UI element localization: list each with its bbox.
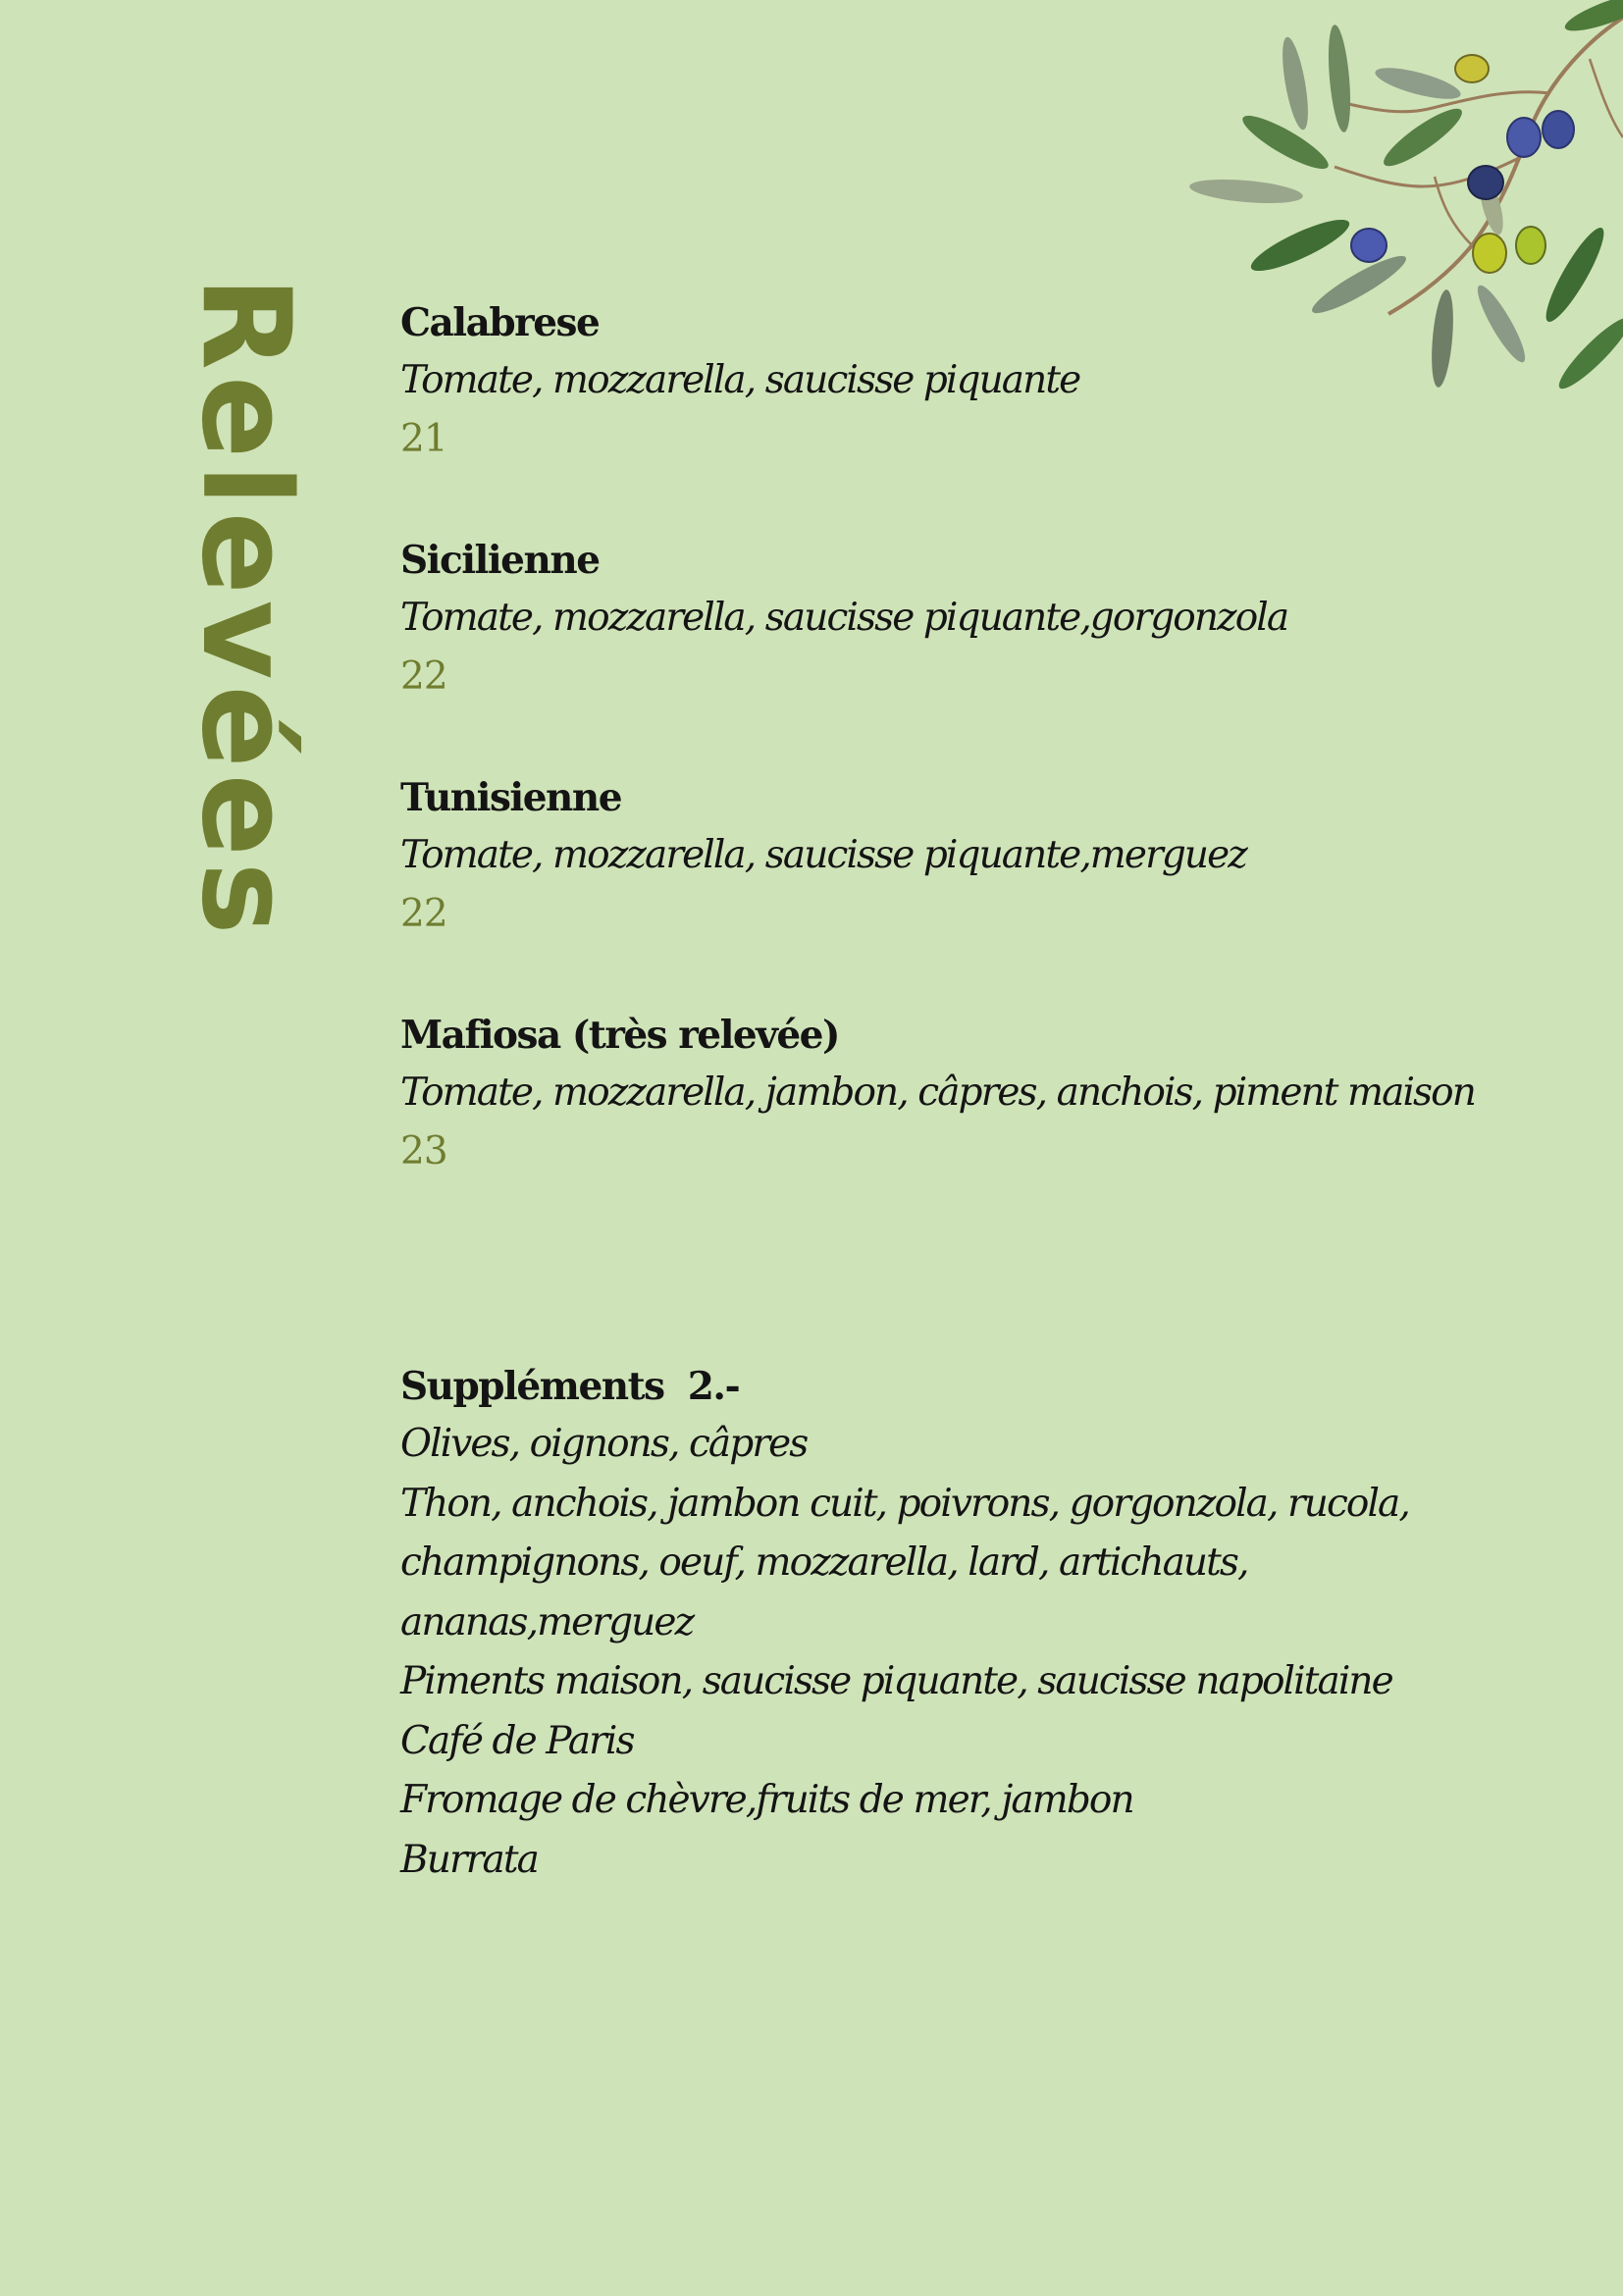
supplement-line: Olives, oignons, câpres bbox=[400, 1422, 808, 1466]
supplements-section bbox=[400, 1356, 1460, 1890]
supplements-title: Suppléments 2.- bbox=[400, 1364, 740, 1409]
menu-list bbox=[400, 292, 1475, 1242]
item-name: Mafiosa (très relevée) bbox=[400, 1013, 839, 1058]
supplement-line: Thon, anchois, jambon cuit, poivrons, gorgonzola, rucola, bbox=[400, 1481, 1409, 1526]
item-description: Tomate, mozzarella, saucisse piquante bbox=[400, 358, 1080, 402]
section-title: Relevées bbox=[175, 276, 316, 941]
section-title-area bbox=[175, 276, 316, 941]
item-price: 21 bbox=[400, 417, 447, 461]
item-name: Calabrese bbox=[400, 300, 600, 345]
menu-item bbox=[400, 767, 1431, 944]
item-name: Tunisienne bbox=[400, 775, 622, 820]
supplement-line: Fromage de chèvre,fruits de mer, jambon bbox=[400, 1778, 1133, 1822]
supplement-line: Burrata bbox=[400, 1837, 538, 1882]
item-price: 23 bbox=[400, 1129, 447, 1174]
supplement-line: Café de Paris bbox=[400, 1718, 634, 1763]
menu-item bbox=[400, 530, 1431, 706]
item-description: Tomate, mozzarella, saucisse piquante,gorgonzola bbox=[400, 596, 1288, 640]
item-description: Tomate, mozzarella, jambon, câpres, anchois, piment maison bbox=[400, 1070, 1475, 1115]
supplement-line: ananas,merguez bbox=[400, 1599, 694, 1644]
item-description: Tomate, mozzarella, saucisse piquante,merguez bbox=[400, 833, 1246, 877]
menu-item bbox=[400, 1005, 1475, 1181]
item-price: 22 bbox=[400, 654, 447, 699]
item-price: 22 bbox=[400, 892, 447, 936]
item-name: Sicilienne bbox=[400, 538, 600, 583]
supplement-line: Piments maison, saucisse piquante, saucisse napolitaine bbox=[400, 1659, 1392, 1703]
supplement-line: champignons, oeuf, mozzarella, lard, artichauts, bbox=[400, 1540, 1248, 1585]
menu-item bbox=[400, 292, 1431, 469]
